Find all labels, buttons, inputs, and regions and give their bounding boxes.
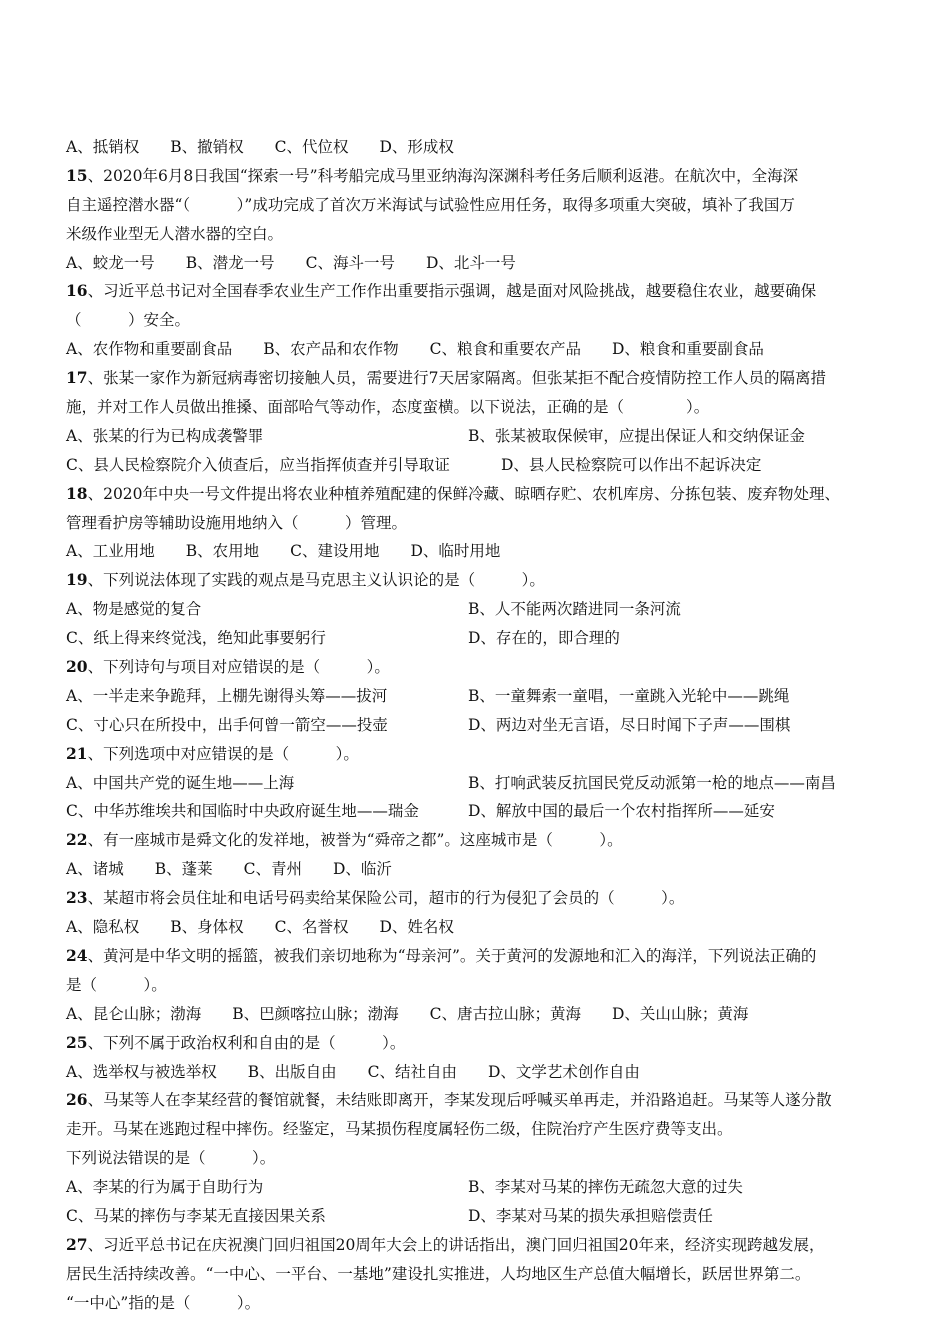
q15-text-1: 、2020年6月8日我国“探索一号”科考船完成马里亚纳海沟深渊科考任务后顺利返港。在航次中，全海深 [87, 166, 799, 185]
q20-option-a: A、一半走来争跪拜，上棚先谢得头筹——拔河 [66, 686, 388, 705]
q17-option-c: C、县人民检察院介入侦查后，应当指挥侦查并引导取证 [66, 455, 450, 474]
q19-option-d: D、存在的，即合理的 [468, 629, 620, 648]
q16-stem-2: （ ）安全。 [66, 311, 191, 330]
q22-text-1: 、有一座城市是舜文化的发祥地，被誉为“舜帝之都”。这座城市是（ ）。 [87, 831, 623, 850]
q26-text-1: 、马某等人在李某经营的餐馆就餐，未结账即离开，李某发现后呼喊买单再走，并沿路追赶。马某等人遂分散 [87, 1091, 832, 1110]
q25-options: A、选举权与被选举权 B、出版自由 C、结社自由 D、文学艺术创作自由 [66, 1062, 640, 1081]
q27-stem-2: 居民生活持续改善。“一中心、一平台、一基地”建设扎实推进，人均地区生产总值大幅增长，跃居世界第二。 [66, 1264, 811, 1283]
q24-stem [66, 942, 886, 971]
q26-stem-2: 走开。马某在逃跑过程中摔伤。经鉴定，马某损伤程度属轻伤二级，住院治疗产生医疗费等支出。 [66, 1120, 733, 1139]
q17-options-row-1 [66, 422, 886, 451]
q24-stem-2: 是（ ）。 [66, 975, 167, 994]
q25-number: 25 [66, 1032, 88, 1052]
q21-stem [66, 740, 886, 769]
q26-option-d: D、李某对马某的损失承担赔偿责任 [468, 1206, 713, 1225]
q21-option-d: D、解放中国的最后一个农村指挥所——延安 [468, 802, 775, 821]
q17-option-b: B、张某被取保候审，应提出保证人和交纳保证金 [468, 426, 805, 445]
q17-option-a: A、张某的行为已构成袭警罪 [66, 426, 264, 445]
q19-stem [66, 566, 886, 595]
q15-options: A、蛟龙一号 B、潜龙一号 C、海斗一号 D、北斗一号 [66, 253, 516, 272]
q17-text-1: 、张某一家作为新冠病毒密切接触人员，需要进行7天居家隔离。但张某拒不配合疫情防控工作人员的隔离措 [87, 369, 826, 388]
q16-stem [66, 277, 886, 306]
q15-stem-3: 米级作业型无人潜水器的空白。 [66, 224, 284, 243]
q22-stem [66, 826, 886, 855]
q18-stem [66, 480, 886, 509]
q21-options-row-2 [66, 797, 886, 826]
q23-text-1: 、某超市将会员住址和电话号码卖给某保险公司，超市的行为侵犯了会员的（ ）。 [87, 889, 685, 908]
q19-options-row-1 [66, 595, 886, 624]
q18-stem-2: 管理看护房等辅助设施用地纳入（ ）管理。 [66, 513, 408, 532]
q17-option-d: D、县人民检察院可以作出不起诉决定 [501, 455, 762, 474]
q19-options-row-2 [66, 624, 886, 653]
q17-options-row-2 [66, 451, 886, 480]
q27-stem-3: “一中心”指的是（ ）。 [66, 1293, 261, 1312]
q20-stem [66, 653, 886, 682]
q20-option-d: D、两边对坐无言语，尽日时闻下子声——围棋 [468, 715, 791, 734]
q23-stem [66, 884, 886, 913]
q17-stem-2: 施，并对工作人员做出推搡、面部哈气等动作，态度蛮横。以下说法，正确的是（ ）。 [66, 398, 710, 417]
q14-options: A、抵销权 B、撤销权 C、代位权 D、形成权 [66, 138, 454, 156]
q25-text-1: 、下列不属于政治权利和自由的是（ ）。 [87, 1033, 406, 1052]
q20-option-b: B、一童舞索一童唱，一童跳入光轮中——跳绳 [468, 686, 790, 705]
q21-option-b: B、打响武装反抗国民党反动派第一枪的地点——南昌 [468, 773, 836, 792]
q15-stem-2: 自主遥控潜水器“（ ）”成功完成了首次万米海试与试验性应用任务，取得多项重大突破，填补了我国万 [66, 195, 795, 214]
q17-stem [66, 364, 886, 393]
q23-options: A、隐私权 B、身体权 C、名誉权 D、姓名权 [66, 918, 454, 937]
q27-text-1: 、习近平总书记在庆祝澳门回归祖国20周年大会上的讲话指出，澳门回归祖国20年来，经济实现跨越发展， [87, 1235, 825, 1254]
q21-text-1: 、下列选项中对应错误的是（ ）。 [87, 744, 359, 763]
q19-option-a: A、物是感觉的复合 [66, 600, 202, 619]
q20-options-row-2 [66, 711, 886, 740]
q18-options: A、工业用地 B、农用地 C、建设用地 D、临时用地 [66, 542, 501, 561]
q27-stem [66, 1231, 886, 1260]
q19-text-1: 、下列说法体现了实践的观点是马克思主义认识论的是（ ）。 [87, 571, 545, 590]
q19-option-c: C、纸上得来终觉浅，绝知此事要躬行 [66, 629, 326, 648]
q22-number: 22 [66, 830, 88, 850]
q16-text-1: 、习近平总书记对全国春季农业生产工作作出重要指示强调，越是面对风险挑战，越要稳住农业，越要确保 [87, 282, 817, 301]
q16-number: 16 [66, 281, 88, 301]
q17-number: 17 [66, 368, 88, 388]
q26-stem-3: 下列说法错误的是（ ）。 [66, 1149, 276, 1168]
q19-option-b: B、人不能两次踏进同一条河流 [468, 600, 681, 619]
q26-number: 26 [66, 1090, 88, 1110]
q26-option-c: C、马某的摔伤与李某无直接因果关系 [66, 1206, 326, 1225]
q26-stem [66, 1086, 886, 1115]
q23-number: 23 [66, 888, 88, 908]
q20-options-row-1 [66, 682, 886, 711]
q20-option-c: C、寸心只在所投中，出手何曾一箭空——投壶 [66, 715, 388, 734]
q26-options-row-1 [66, 1173, 886, 1202]
q20-number: 20 [66, 657, 88, 677]
q16-options: A、农作物和重要副食品 B、农产品和农作物 C、粮食和重要农产品 D、粮食和重要副食品 [66, 340, 764, 359]
q21-number: 21 [66, 743, 88, 763]
q24-options: A、昆仑山脉；渤海 B、巴颜喀拉山脉；渤海 C、唐古拉山脉；黄海 D、关山山脉；黄海 [66, 1004, 749, 1023]
q24-number: 24 [66, 945, 88, 965]
q25-stem [66, 1029, 886, 1058]
q26-option-b: B、李某对马某的摔伤无疏忽大意的过失 [468, 1178, 743, 1197]
q27-number: 27 [66, 1234, 88, 1254]
q21-option-a: A、中国共产党的诞生地——上海 [66, 773, 295, 792]
question-list [66, 133, 886, 1318]
q21-option-c: C、中华苏维埃共和国临时中央政府诞生地——瑞金 [66, 802, 419, 821]
q26-option-a: A、李某的行为属于自助行为 [66, 1178, 264, 1197]
q18-number: 18 [66, 483, 88, 503]
q22-options: A、诸城 B、蓬莱 C、青州 D、临沂 [66, 860, 392, 879]
q15-number: 15 [66, 165, 88, 185]
q19-number: 19 [66, 570, 88, 590]
q18-text-1: 、2020年中央一号文件提出将农业种植养殖配建的保鲜冷藏、晾晒存贮、农机库房、分拣包装、废弃物处理、 [87, 484, 841, 503]
q21-options-row-1 [66, 769, 886, 798]
q24-text-1: 、黄河是中华文明的摇篮，被我们亲切地称为“母亲河”。关于黄河的发源地和汇入的海洋，下列说法正确的 [87, 946, 817, 965]
q20-text-1: 、下列诗句与项目对应错误的是（ ）。 [87, 658, 390, 677]
q26-options-row-2 [66, 1202, 886, 1231]
q15-stem [66, 162, 886, 191]
